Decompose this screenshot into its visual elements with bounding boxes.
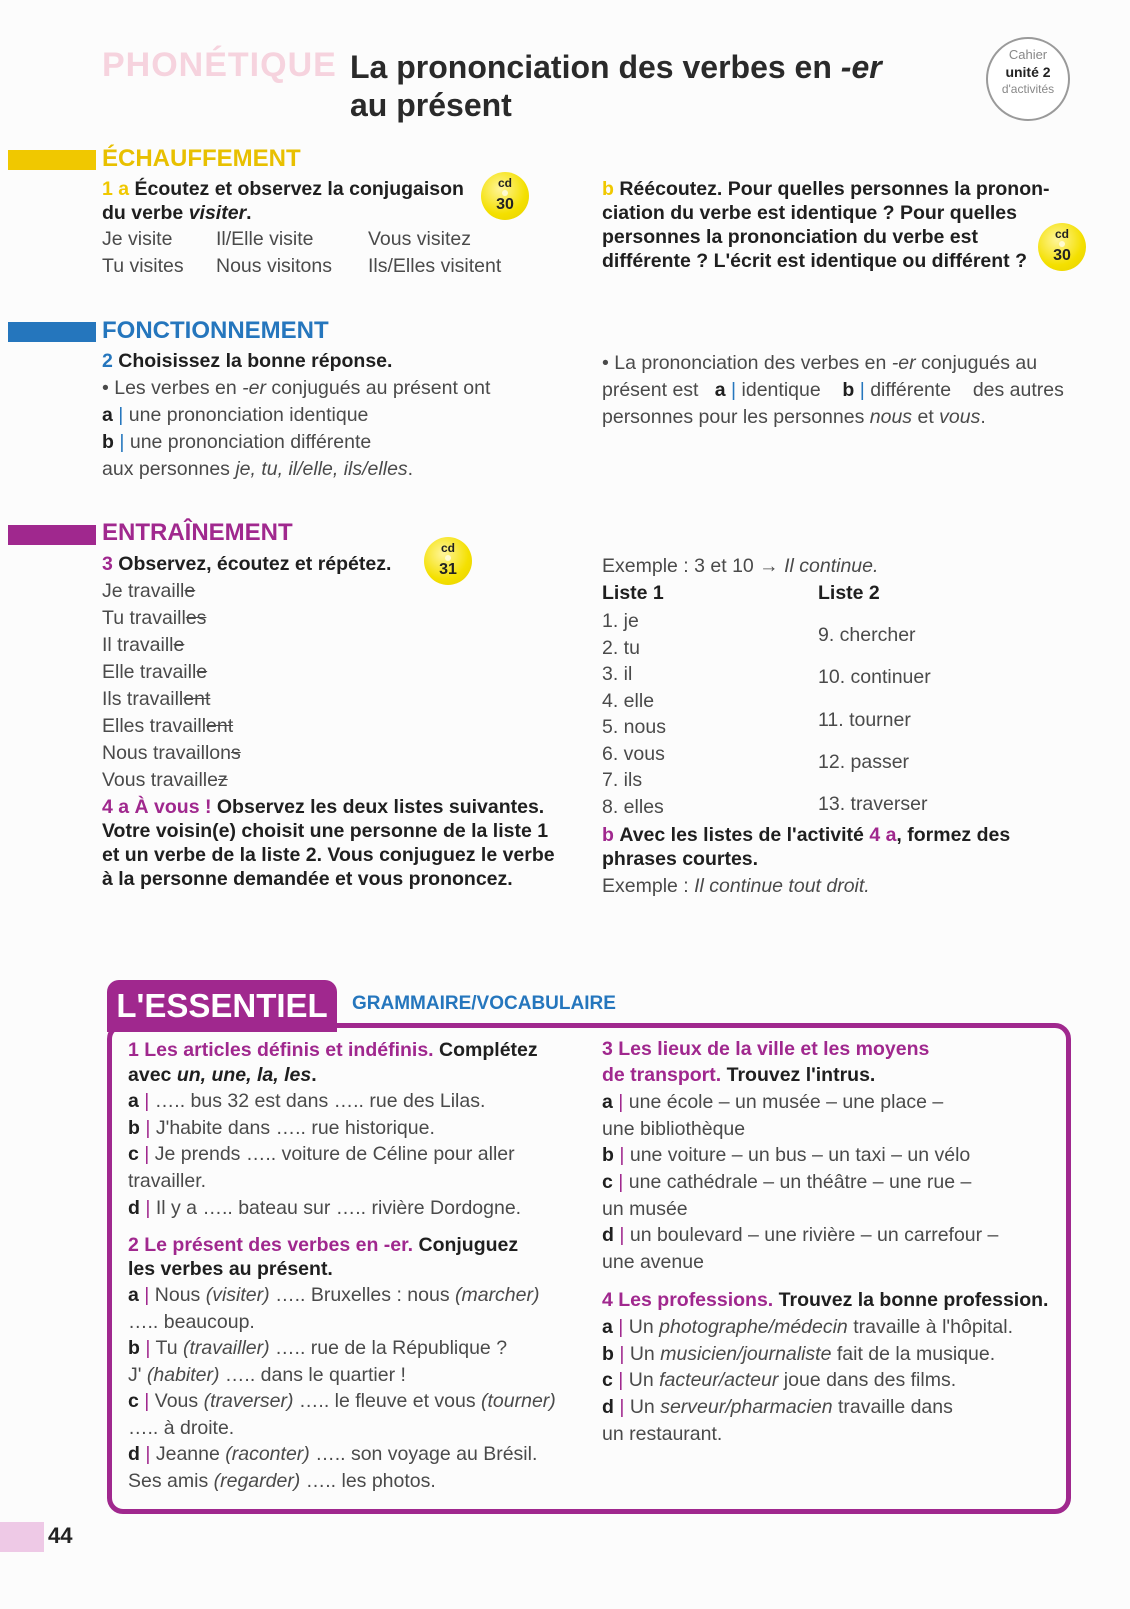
list2-item: 9. chercher [818,624,916,646]
cd-30-label: cd [497,176,512,190]
e2-a1-it: (visiter) [205,1284,270,1306]
verb-ending: e [184,580,196,602]
r1-post: conjugués au [915,352,1038,374]
e3-c1-text: une cathédrale – un théâtre – une rue – [628,1171,972,1193]
item-label: c [128,1143,139,1165]
e4-d: d | Un serveur/pharmacien travaille dans [602,1396,953,1418]
list2-title: Liste 2 [818,582,880,604]
e2-head-tail: Conjuguez [413,1234,519,1256]
page-title-l2: au présent [350,87,512,123]
ex2-question [102,348,392,375]
list2-item: 10. continuer [818,666,931,688]
e2-d2 [128,1468,436,1495]
verb-ending: es [185,607,207,629]
list1-item: 4. elle [602,690,655,712]
verb-ending: ent [206,715,234,737]
ex3-question [102,551,391,578]
e2-head-title: 2 Le présent des verbes en -er. [128,1234,414,1256]
ex2-l1 [102,375,490,402]
cahier-badge-l3: d'activités [1001,82,1055,96]
e3-d1-text: un boulevard – une rivière – un carrefour – [629,1224,999,1246]
cd-30b-number: 30 [1053,247,1071,264]
ex4b-example [602,873,870,900]
e2-a1-it2: (marcher) [454,1284,540,1306]
e2-d2-post: ….. les photos. [300,1470,436,1492]
ex1b-line: Réécoutez. Pour quelles personnes la pronon- [619,178,1050,200]
ex1b-line: personnes la prononciation du verbe est [602,226,978,248]
ex4-example-it: Il continue. [784,555,879,577]
r2-pre: présent est [602,379,699,401]
e1-l2-pre: avec [128,1064,177,1086]
e2-d2-pre: Ses amis [128,1470,214,1492]
cd-30b-label: cd [1054,227,1069,241]
r3-it1: nous [869,406,913,428]
e2-b2-post: ….. dans le quartier ! [219,1364,406,1386]
e2-c2: ….. à droite. [128,1417,235,1439]
verb-row [102,713,233,740]
e1-item: d | Il y a ….. bateau sur ….. rivière Dordogne. [128,1197,522,1219]
ex1a-verb: visiter [188,202,247,224]
option-a-label: a [102,404,113,426]
ex2-right-l1 [602,350,1037,377]
verb-stem: Je travaill [102,580,185,602]
echauffement-title: ÉCHAUFFEMENT [102,145,301,172]
cd-30-number: 30 [496,196,514,213]
section-label: PHONÉTIQUE [102,46,337,84]
cd-30-icon-b [1038,223,1086,271]
conj-cell: Ils/Elles visitent [368,255,502,277]
ex4b-number: b [602,824,614,846]
ex1b-number: b [602,178,614,200]
e3-head-l1: 3 Les lieux de la ville et les moyens [602,1038,930,1060]
e3-tail: Trouvez l'intrus. [721,1064,876,1086]
e3-a2: une bibliothèque [602,1118,746,1140]
verb-stem: Elle travaill [102,661,197,683]
e4-b-it: musicien/journaliste [660,1343,832,1365]
ex1b-line: différente ? L'écrit est identique ou différent ? [602,250,1028,272]
e2-b1-post: ….. rue de la République ? [269,1337,508,1359]
e2-head [128,1232,518,1259]
e2-a1: a | Nous (visiter) ….. Bruxelles : nous (marcher) [128,1284,540,1306]
verb-stem: Il travaill [102,634,174,656]
conj-cell: Nous visitons [216,255,332,277]
conj-l2 [102,253,184,280]
ex4b-pre: Avec les listes de l'activité [619,824,870,846]
e2-c1-mid: ….. le fleuve et vous [293,1390,482,1412]
cd-31-number: 31 [439,561,457,578]
ex2-persons [102,456,413,483]
persons-pre: aux personnes [102,458,236,480]
item-label: a [128,1090,139,1112]
e4-a-it: photographe/médecin [659,1316,848,1338]
e4-a-pre: Un [628,1316,660,1338]
verb-stem: Nous travaillon [102,742,231,764]
e1-head [128,1037,538,1064]
e2-a2: ….. beaucoup. [128,1311,255,1333]
item-text: Il y a ….. bateau sur ….. rivière Dordogne. [155,1197,522,1219]
ex4b-post: , formez des [896,824,1011,846]
verb-ending: z [217,769,228,791]
ex4b-ref: 4 a [869,824,897,846]
e1-l2-post: . [311,1064,317,1086]
e4-d2: un restaurant. [602,1423,723,1445]
ex3-number: 3 [102,553,113,575]
persons-post: . [407,458,414,480]
e4-tail: Trouvez la bonne profession. [773,1289,1049,1311]
e2-b1: b | Tu (travailler) ….. rue de la République ? [128,1337,508,1359]
e2-c1-it: (traverser) [203,1390,294,1412]
e2-b1-pre: Tu [155,1337,183,1359]
e2-l2: les verbes au présent. [128,1258,333,1280]
cd-30-icon [481,172,529,220]
verb-ending: s [230,742,241,764]
e1-l2-it: un, une, la, les [176,1064,312,1086]
ex4b-l2: phrases courtes. [602,848,759,870]
list1-item: 1. je [602,610,639,632]
e1-item: c | Je prends ….. voiture de Céline pour aller [128,1143,515,1165]
page-title-l1-er: -er [840,49,882,85]
verb-row [102,740,241,767]
e2-d1: d | Jeanne (raconter) ….. son voyage au Brésil. [128,1443,538,1465]
e2-b2-it: (habiter) [146,1364,220,1386]
cd-31-icon [424,537,472,585]
e4-c: c | Un facteur/acteur joue dans des films. [602,1369,957,1391]
ex4b-ex-pre: Exemple : [602,875,695,897]
list2-item: 11. tourner [818,709,911,731]
ex4b-ex-it: Il continue tout droit. [694,875,870,897]
entrainement-bar [8,525,96,545]
list1-title: Liste 1 [602,582,664,604]
e3-d1: d | un boulevard – une rivière – un carrefour – [602,1224,999,1246]
item-text: J'habite dans ….. rue historique. [155,1117,435,1139]
option-a-text: une prononciation identique [128,404,369,426]
ex4a-l1 [102,794,544,821]
arrow-icon: → [759,555,779,577]
ex2-option-a: a | une prononciation identique [102,404,369,426]
essentiel-subtitle: GRAMMAIRE/VOCABULAIRE [352,993,616,1014]
conj-cell: Vous visitez [368,228,471,250]
ex1a-text-l1: Écoutez et observez la conjugaison [134,178,464,200]
e4-head-title: 4 Les professions. [602,1289,774,1311]
e3-d2: une avenue [602,1251,704,1273]
r2-post: des autres [972,379,1064,401]
ex4a-line: Observez les deux listes suivantes. [216,796,545,818]
verb-row [102,767,228,794]
ex2-option-b: b | une prononciation différente [102,431,372,453]
ex4a-line: à la personne demandée et vous prononcez. [102,868,513,890]
e4-c-it: facteur/acteur [659,1369,779,1391]
list1-item: 6. vous [602,743,665,765]
r3-post: . [980,406,986,428]
e4-d-pre: Un [629,1396,661,1418]
conj-cell: Je visite [102,228,173,250]
verb-row [102,605,206,632]
e2-a1-pre: Nous [154,1284,206,1306]
ex2-right-l2: présent est a | identique b | différente des autres [602,379,1064,401]
e3-head-l2 [602,1062,875,1089]
ex4-example [602,553,878,580]
e2-c1: c | Vous (traverser) ….. le fleuve et vous (tourner) [128,1390,556,1412]
persons-it: je, tu, il/elle, ils/elles [235,458,408,480]
e2-d1-post: ….. son voyage au Brésil. [309,1443,538,1465]
entrainement-title: ENTRAÎNEMENT [102,519,293,546]
e4-d-it: serveur/pharmacien [660,1396,833,1418]
verb-row [102,632,184,659]
r2-b-label: b [842,379,855,401]
r1-pre: • La prononciation des verbes en [602,352,892,374]
list1-item: 5. nous [602,716,666,738]
e2-a1-mid: ….. Bruxelles : nous [269,1284,455,1306]
cahier-badge [986,37,1070,121]
r3-mid: et [912,406,940,428]
ex1a-l2 [102,200,252,227]
verb-stem: Tu travaill [102,607,186,629]
e3-c1: c | une cathédrale – un théâtre – une rue – [602,1171,972,1193]
e2-b2 [128,1362,406,1389]
verb-stem: Vous travaille [102,769,218,791]
verb-row [102,686,210,713]
e3-c2: un musée [602,1198,688,1220]
list1-item: 3. il [602,663,633,685]
ex4a-line: et un verbe de la liste 2. Vous conjuguez le verbe [102,844,555,866]
e4-b: b | Un musicien/journaliste fait de la musique. [602,1343,996,1365]
e3-head-l2-title: de transport. [602,1064,722,1086]
cd-31-label: cd [440,541,455,555]
e2-c1-pre: Vous [154,1390,204,1412]
e1-head-title: 1 Les articles définis et indéfinis. [128,1039,434,1061]
ex1b-line: ciation du verbe est identique ? Pour quelles [602,202,1017,224]
e1-l2 [128,1062,317,1089]
e4-c-pre: Un [628,1369,660,1391]
ex4a-head: À vous ! [134,796,212,818]
e4-d-post: travaille dans [832,1396,953,1418]
e2-d2-it: (regarder) [213,1470,301,1492]
ex4b-l1 [602,822,1010,849]
item-text: Je prends ….. voiture de Céline pour aller [154,1143,515,1165]
ex2-right-l3 [602,404,986,431]
item-label: d [128,1197,140,1219]
ex1a-l1 [102,176,464,203]
list1-item: 7. ils [602,769,643,791]
e2-d1-pre: Jeanne [155,1443,226,1465]
list1-item: 8. elles [602,796,664,818]
r2-b: différente [870,379,952,401]
e2-c1-it2: (tourner) [481,1390,556,1412]
conj-cell: Tu visites [102,255,184,277]
ex2-number: 2 [102,350,113,372]
conj-l1b [216,226,314,253]
ex1a-dot: . [246,202,252,224]
ex1b-l1 [602,176,1050,203]
page-number: 44 [48,1523,73,1548]
verb-ending: e [196,661,208,683]
e2-b1-it: (travailler) [182,1337,270,1359]
echauffement-bar [8,150,96,170]
e3-b: b | une voiture – un bus – un taxi – un vélo [602,1144,971,1166]
ex1a-number: 1 a [102,178,130,200]
e2-b2-pre: J' [128,1364,147,1386]
e4-a-post: travaille à l'hôpital. [847,1316,1014,1338]
ex4-example-pre: Exemple : 3 et 10 [602,555,760,577]
page-title [350,48,882,124]
conj-l1c [368,226,471,253]
page-number-tab [0,1522,44,1552]
e4-a: a | Un photographe/médecin travaille à l'hôpital. [602,1316,1014,1338]
r1-it: -er [891,352,916,374]
ex1a-text-l2-pre: du verbe [102,202,189,224]
r3-it2: vous [939,406,981,428]
list1-item: 2. tu [602,637,640,659]
e2-d1-it: (raconter) [225,1443,310,1465]
verb-row [102,659,207,686]
verb-stem: Ils travaill [102,688,184,710]
e1-item: a | ….. bus 32 est dans ….. rue des Lilas. [128,1090,486,1112]
verb-row [102,578,195,605]
e1-item: b | J'habite dans ….. rue historique. [128,1117,435,1139]
essentiel-tab: L'ESSENTIEL [107,980,337,1032]
r2-a-label: a [714,379,726,401]
cahier-badge-l2: unité 2 [1005,64,1051,80]
ex4a-line: Votre voisin(e) choisit une personne de la liste 1 [102,820,549,842]
r2-a: identique [741,379,821,401]
ex2-l1-post: conjugués au présent ont [266,377,491,399]
verb-ending: e [173,634,185,656]
e3-b-text: une voiture – un bus – un taxi – un vélo [629,1144,971,1166]
option-b-text: une prononciation différente [129,431,372,453]
conj-l1 [102,226,172,253]
ex2-text: Choisissez la bonne réponse. [118,350,393,372]
ex2-l1-it: -er [242,377,266,399]
ex2-l1-pre: • Les verbes en [102,377,243,399]
fonctionnement-bar [8,322,96,342]
conj-l2c [368,253,501,280]
ex4a-number: 4 a [102,796,130,818]
ex3-text: Observez, écoutez et répétez. [118,553,392,575]
r3-pre: personnes pour les personnes [602,406,870,428]
e3-a1: a | une école – un musée – une place – [602,1091,944,1113]
page-title-l1: La prononciation des verbes en [350,49,841,85]
verb-ending: ent [183,688,211,710]
e1-head-tail: Complétez [433,1039,538,1061]
list2-item: 12. passer [818,751,910,773]
list2-item: 13. traverser [818,793,928,815]
option-b-label: b [102,431,114,453]
item-label: b [128,1117,140,1139]
e3-a1-text: une école – un musée – une place – [628,1091,944,1113]
e4-b-pre: Un [629,1343,661,1365]
verb-stem: Elles travaill [102,715,207,737]
item-text: ….. bus 32 est dans ….. rue des Lilas. [154,1090,486,1112]
conj-cell: Il/Elle visite [216,228,314,250]
e4-head [602,1287,1048,1314]
fonctionnement-title: FONCTIONNEMENT [102,317,329,344]
e1-item-cont: travailler. [128,1170,207,1192]
e4-c-post: joue dans des films. [778,1369,957,1391]
e4-b-post: fait de la musique. [831,1343,996,1365]
conj-l2b [216,253,332,280]
cahier-badge-l1: Cahier [1008,47,1048,62]
